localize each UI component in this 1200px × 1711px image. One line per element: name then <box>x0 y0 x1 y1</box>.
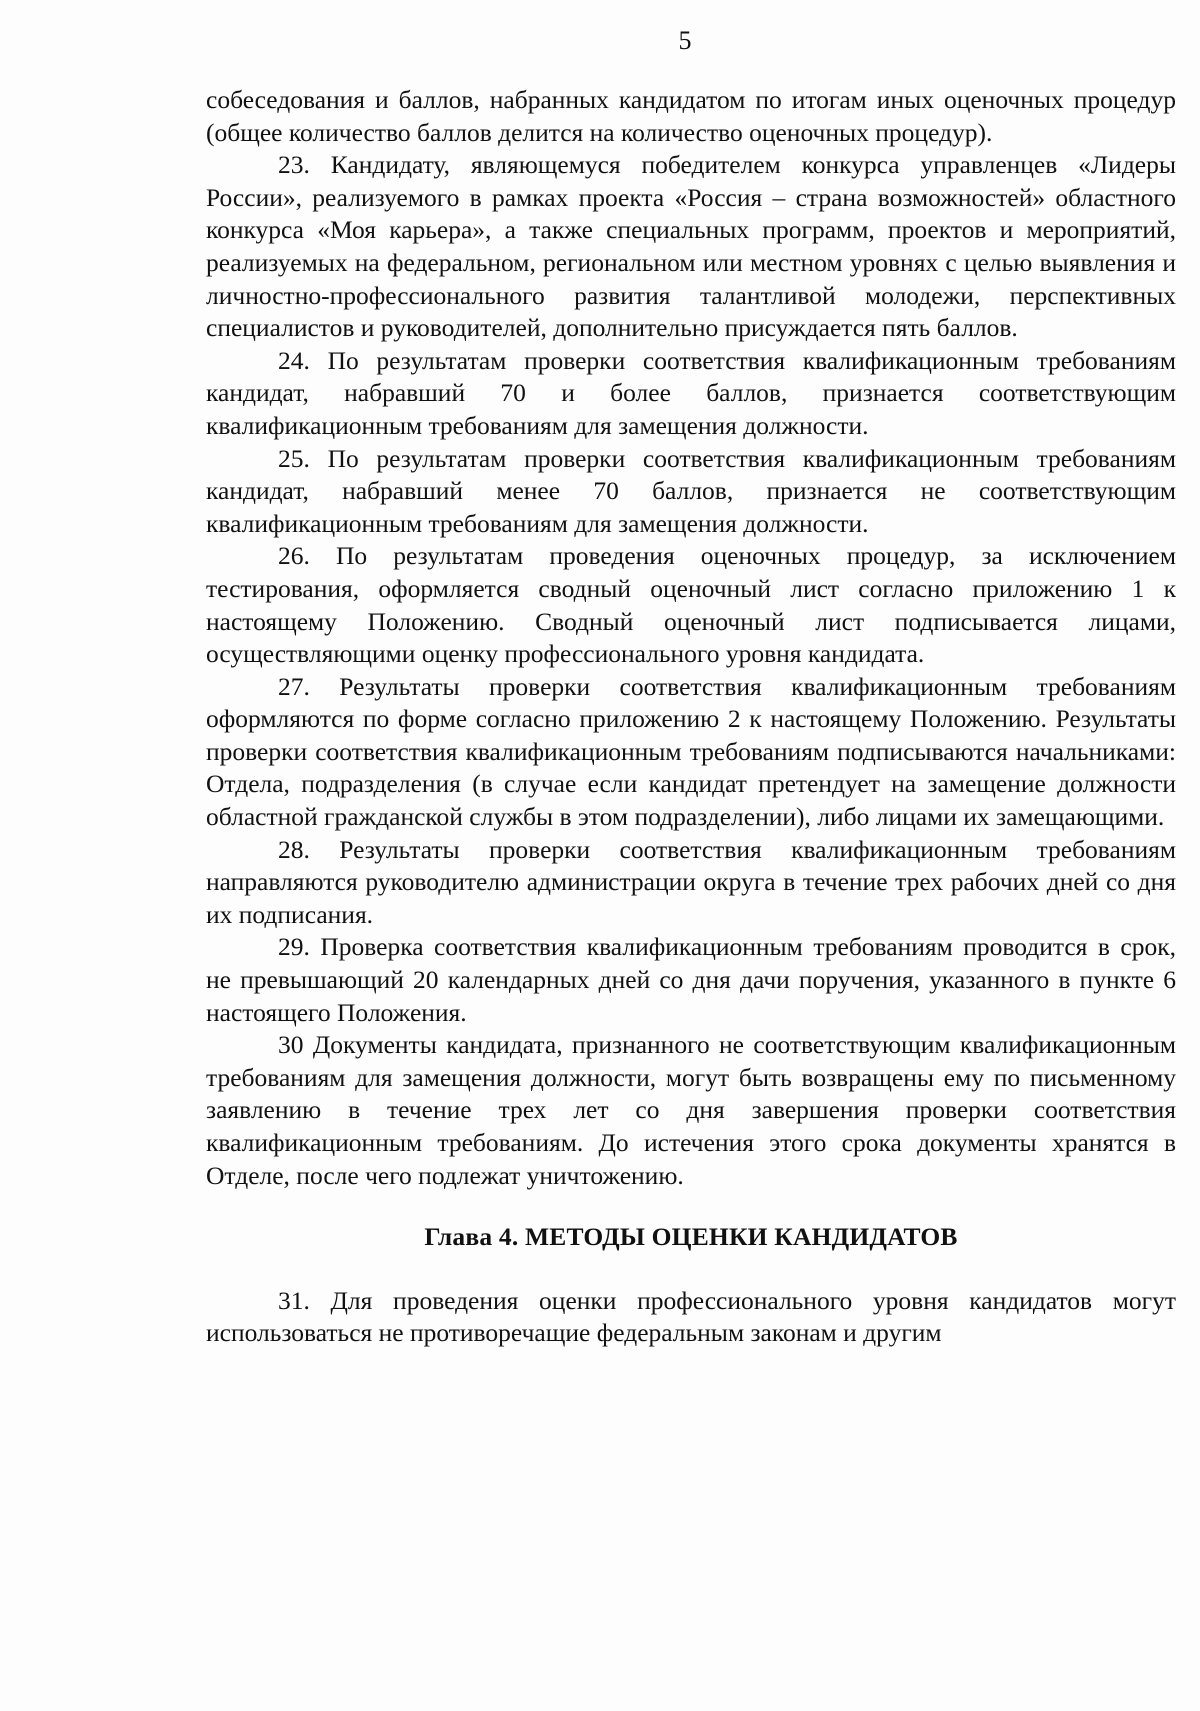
page-number: 5 <box>678 26 692 55</box>
document-body <box>206 84 1176 1350</box>
paragraph-30: 30 Документы кандидата, признанного не соответствующим квалификационным требованиям для замещения должности, могут быть возвращены ему по письменному заявлению в течение трех лет со дня завершения проверки соответствия квалификационным требованиям. До истечения этого срока документы хранятся в Отделе, после чего подлежат уничтожению. <box>206 1030 1176 1190</box>
paragraph-31: 31. Для проведения оценки профессионального уровня кандидатов могут использоваться не противоречащие федеральным законам и другим <box>206 1285 1176 1348</box>
paragraph-23: 23. Кандидату, являющемуся победителем конкурса управленцев «Лидеры России», реализуемого в рамках проекта «Россия – страна возможностей» областного конкурса «Моя карьера», а также специальных программ, проектов и мероприятий, реализуемых на федеральном, региональном или местном уровнях с целью выявления и личностно-профессионального развития талантливой молодежи, перспективных специалистов и руководителей, дополнительно присуждается пять баллов. <box>206 150 1176 343</box>
paragraph-24: 24. По результатам проверки соответствия квалификационным требованиям кандидат, набравший 70 и более баллов, признается соответствующим квалификационным требованиям для замещения должности. <box>206 345 1176 440</box>
chapter-heading: Глава 4. МЕТОДЫ ОЦЕНКИ КАНДИДАТОВ <box>424 1222 958 1252</box>
paragraph-continuation: собеседования и баллов, набранных кандидатом по итогам иных оценочных процедур (общее количество баллов делится на количество оценочных процедур). <box>206 85 1176 147</box>
paragraph-25: 25. По результатам проверки соответствия квалификационным требованиям кандидат, набравший менее 70 баллов, признается не соответствующим квалификационным требованиям для замещения должности. <box>206 443 1176 538</box>
paragraph-29: 29. Проверка соответствия квалификационным требованиям проводится в срок, не превышающий 20 календарных дней со дня дачи поручения, указанного в пункте 6 настоящего Положения. <box>206 932 1176 1027</box>
paragraph-28: 28. Результаты проверки соответствия квалификационным требованиям направляются руководителю администрации округа в течение трех рабочих дней со дня их подписания. <box>206 834 1176 929</box>
paragraph-27: 27. Результаты проверки соответствия квалификационным требованиям оформляются по форме согласно приложению 2 к настоящему Положению. Результаты проверки соответствия квалификационным требованиям подписываются начальниками: Отдела, подразделения (в случае если кандидат претендует на замещение должности областной гражданской службы в этом подразделении), либо лицами их замещающими. <box>206 671 1176 832</box>
paragraph-26: 26. По результатам проведения оценочных процедур, за исключением тестирования, оформляется сводный оценочный лист согласно приложению 1 к настоящему Положению. Сводный оценочный лист подписывается лицами, осуществляющими оценку профессионального уровня кандидата. <box>206 541 1176 669</box>
